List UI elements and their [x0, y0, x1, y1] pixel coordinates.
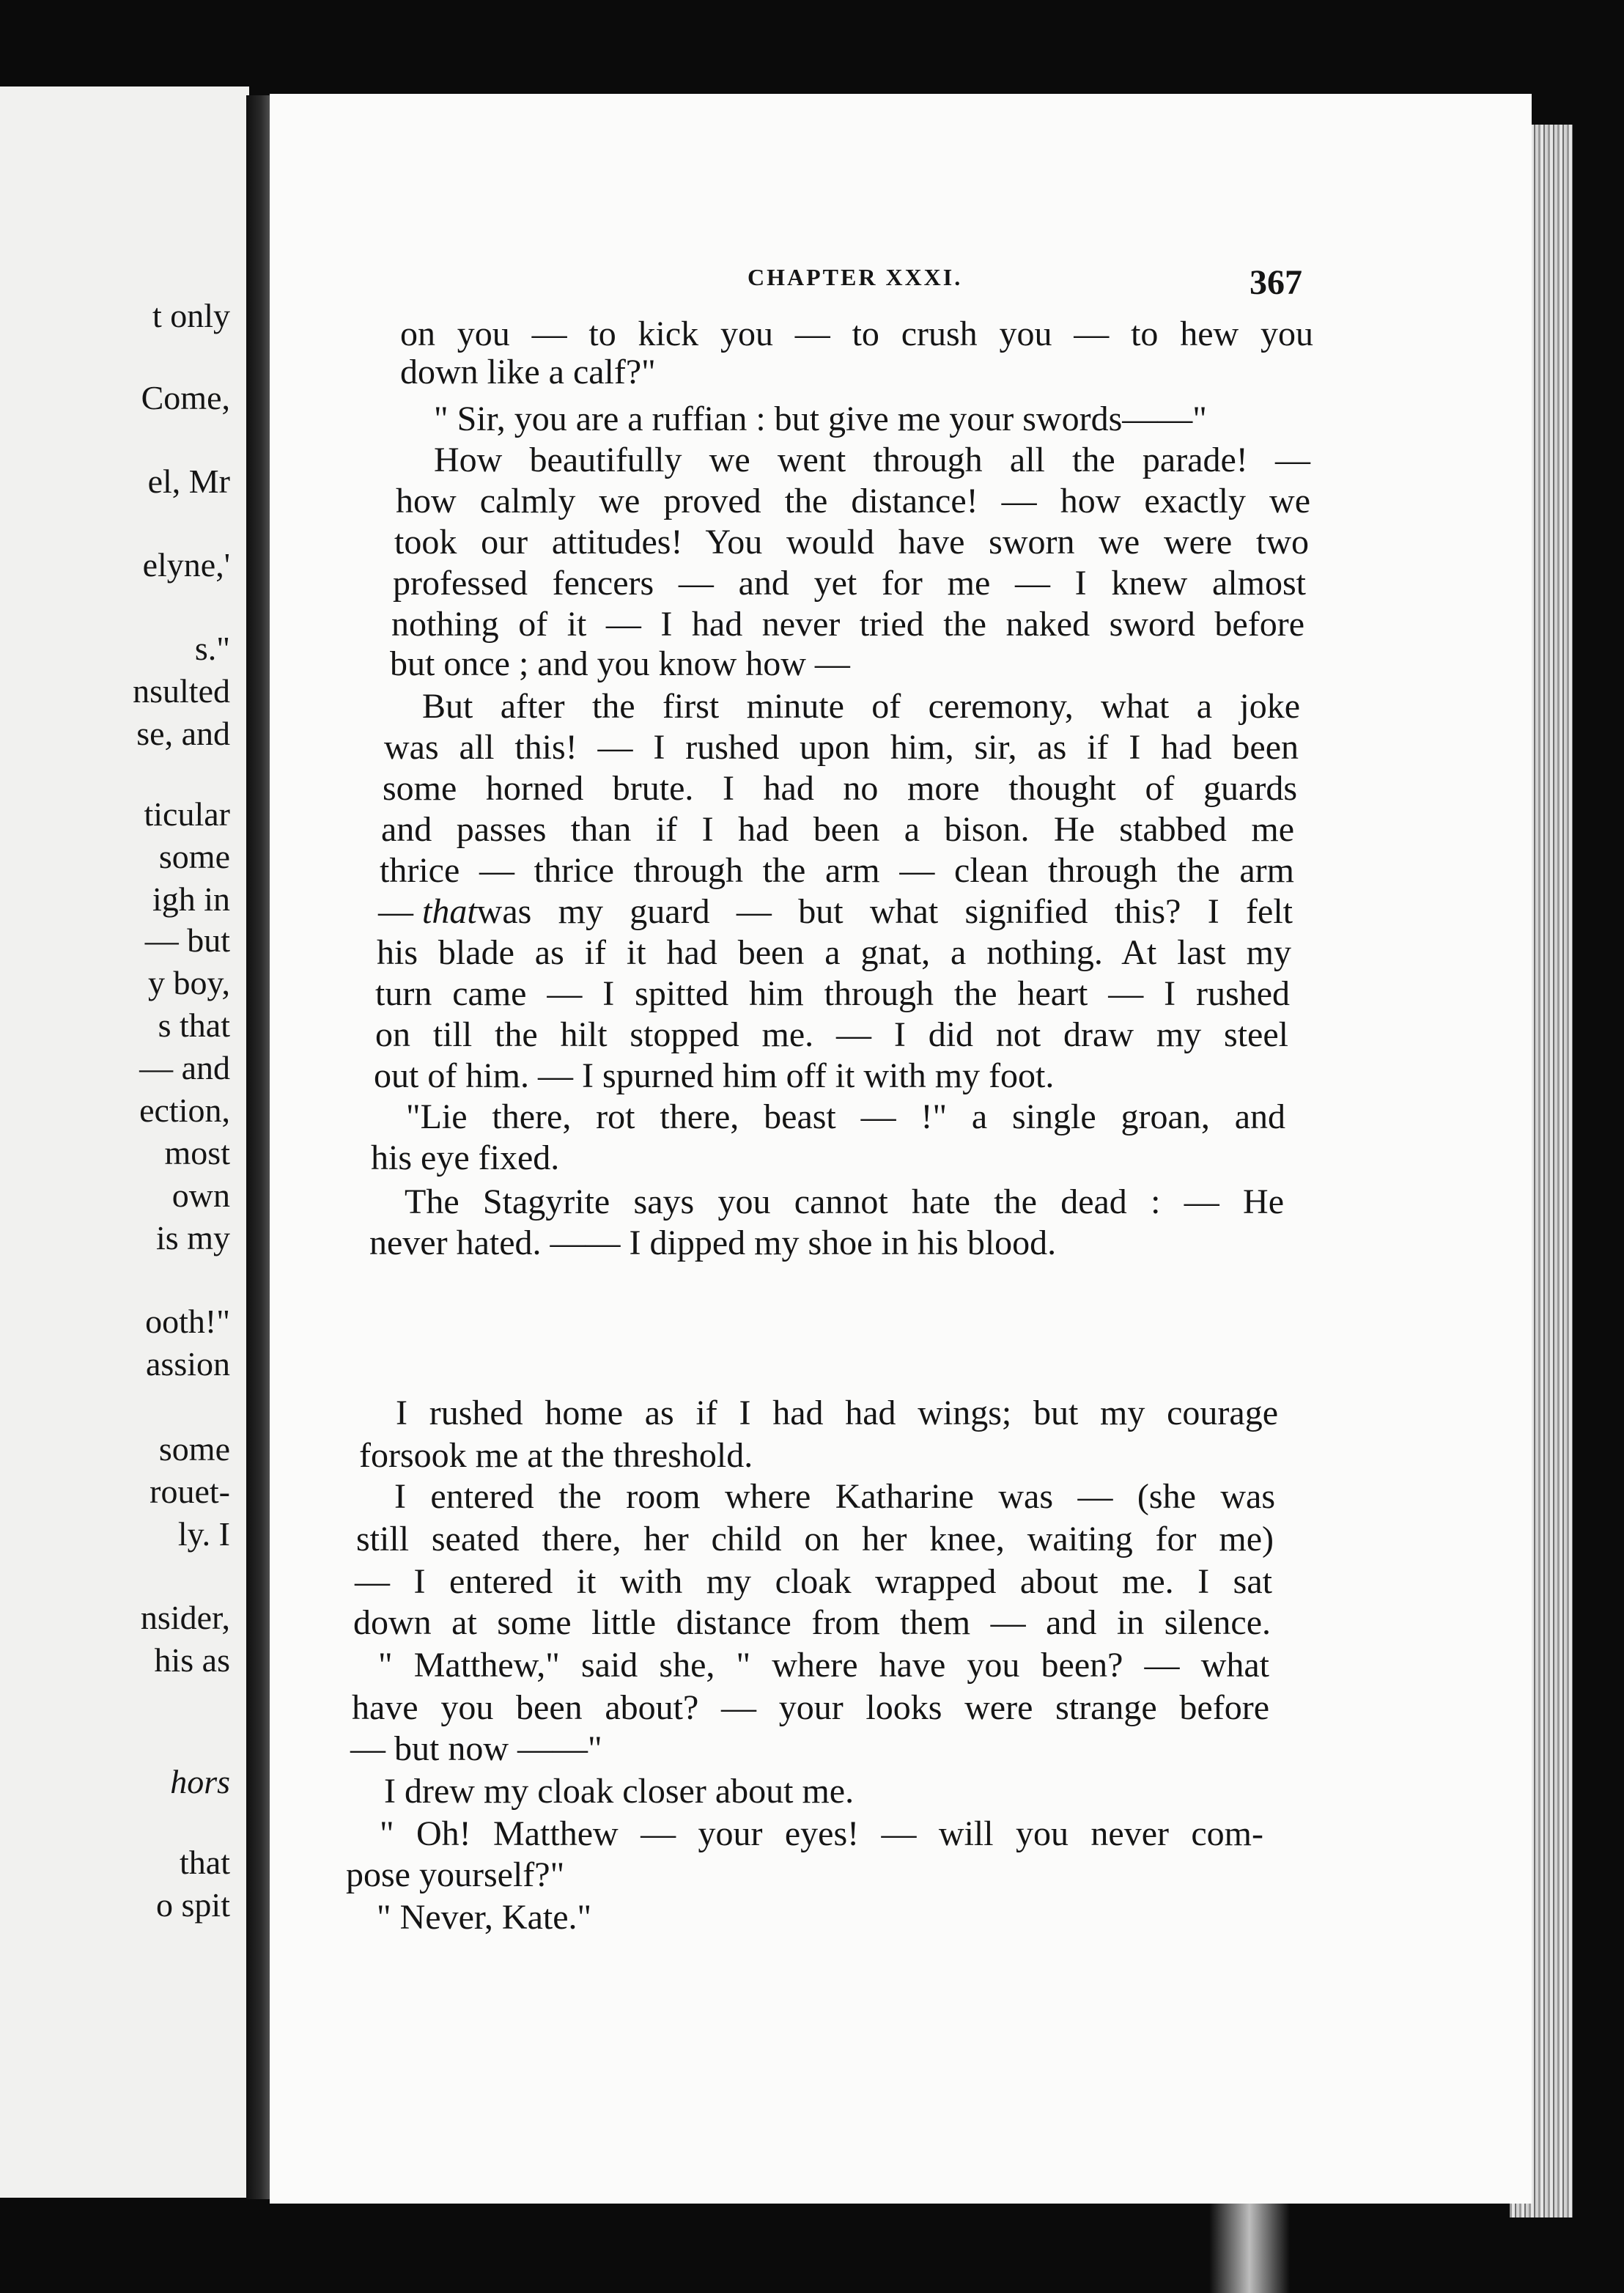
left-page-fragment: his as — [154, 1641, 230, 1679]
left-page-fragment: ticular — [144, 795, 230, 833]
left-page-fragment: ection, — [139, 1092, 230, 1129]
running-head: CHAPTER XXXI. — [748, 264, 963, 290]
left-page-fragment: ly. I — [177, 1515, 230, 1553]
left-page-fragment: y boy, — [147, 964, 230, 1001]
left-page-fragment: s." — [194, 630, 230, 667]
left-page-fragment: o spit — [156, 1886, 230, 1924]
text-line: took our attitudes! You would have sworn we were two — [394, 523, 1309, 562]
page-number: 367 — [1250, 263, 1302, 302]
text-line: " Matthew," said she, " where have you been? — what — [378, 1646, 1269, 1685]
left-page-fragment: hors — [170, 1763, 230, 1800]
text-line: nothing of it — I had never tried the naked sword before — [391, 605, 1304, 644]
text-line: forsook me at the threshold. — [359, 1436, 753, 1475]
left-page-fragment: own — [171, 1177, 230, 1214]
text-line: " Never, Kate." — [377, 1898, 592, 1937]
left-page-fragment: nsulted — [133, 672, 230, 710]
dash-text: — — [378, 892, 422, 931]
left-page-fragment: rouet- — [150, 1473, 230, 1510]
text-line: never hated. —— I dipped my shoe in his blood. — [369, 1223, 1057, 1262]
text-line: how calmly we proved the distance! — how exactly we — [396, 482, 1310, 520]
left-page-fragment: Come, — [141, 379, 230, 416]
text-line: on till the hilt stopped me. — I did not draw my steel — [375, 1015, 1288, 1054]
book-gutter — [246, 95, 273, 2199]
left-page-fragment: assion — [146, 1345, 230, 1383]
left-page — [0, 87, 249, 2198]
text-line: out of him. — I spurned him off it with my foot. — [374, 1056, 1055, 1095]
text-line: some horned brute. I had no more thought of guards — [383, 769, 1297, 808]
left-page-fragment: el, Mr — [147, 463, 230, 500]
text-line: down at some little distance from them — and in silence. — [353, 1603, 1271, 1642]
text-line: was all this! — I rushed upon him, sir, as if I had been — [384, 728, 1299, 767]
left-page-fragment: t only — [152, 297, 230, 334]
text-line: I entered the room where Katharine was — (she was — [394, 1477, 1275, 1516]
text-line: " Sir, you are a ruffian : but give me your swords——" — [434, 400, 1207, 438]
line-remainder: was my guard — but what signified this? I felt — [476, 892, 1293, 931]
left-page-fragment: — and — [139, 1049, 230, 1086]
text-line: But after the first minute of ceremony, what a joke — [422, 687, 1300, 726]
text-line — [378, 894, 1293, 930]
text-line: pose yourself?" — [346, 1855, 565, 1894]
text-line: How beautifully we went through all the parade! — — [434, 441, 1310, 479]
text-line: — I entered it with my cloak wrapped about me. I sat — [355, 1562, 1272, 1601]
text-line: thrice — thrice through the arm — clean through the arm — [380, 851, 1294, 890]
text-line: "Lie there, rot there, beast — !" a single groan, and — [406, 1097, 1285, 1136]
left-page-fragment: se, and — [136, 715, 230, 752]
text-line: his blade as if it had been a gnat, a nothing. At last my — [377, 933, 1291, 972]
left-page-fragment: s that — [158, 1006, 230, 1044]
text-line: still seated there, her child on her knee, waiting for me) — [356, 1520, 1274, 1558]
left-page-fragment: nsider, — [140, 1599, 230, 1636]
left-page-fragment: some — [158, 1430, 230, 1468]
text-line: have you been about? — your looks were strange before — [352, 1688, 1269, 1727]
left-page-fragment: elyne,' — [142, 546, 230, 584]
left-page-fragment: most — [164, 1134, 230, 1171]
text-line: " Oh! Matthew — your eyes! — will you never com- — [380, 1814, 1263, 1853]
text-line: turn came — I spitted him through the heart — I rushed — [375, 974, 1290, 1013]
left-page-fragment: — but — [144, 921, 230, 959]
left-page-fragment: ooth!" — [145, 1303, 230, 1340]
left-page-fragment: some — [158, 838, 230, 875]
text-line: and passes than if I had been a bison. He stabbed me — [381, 810, 1294, 849]
text-line: on you — to kick you — to crush you — to hew you — [400, 314, 1313, 353]
text-line: but once ; and you know how — — [390, 644, 850, 683]
text-line: down like a calf?" — [400, 353, 656, 391]
text-line: I drew my cloak closer about me. — [384, 1772, 855, 1811]
text-line: professed fencers — and yet for me — I knew almost — [393, 564, 1306, 603]
italic-word: that — [422, 892, 477, 931]
left-page-fragment: igh in — [152, 880, 230, 918]
text-line: I rushed home as if I had had wings; but my courage — [396, 1394, 1278, 1432]
left-page-fragment: that — [180, 1844, 230, 1881]
text-line: — but now ——" — [350, 1729, 602, 1768]
scan-artifact — [1209, 2192, 1290, 2293]
left-page-fragment: is my — [156, 1219, 230, 1256]
text-line: his eye fixed. — [371, 1138, 560, 1177]
text-line: The Stagyrite says you cannot hate the dead : — He — [405, 1182, 1284, 1221]
